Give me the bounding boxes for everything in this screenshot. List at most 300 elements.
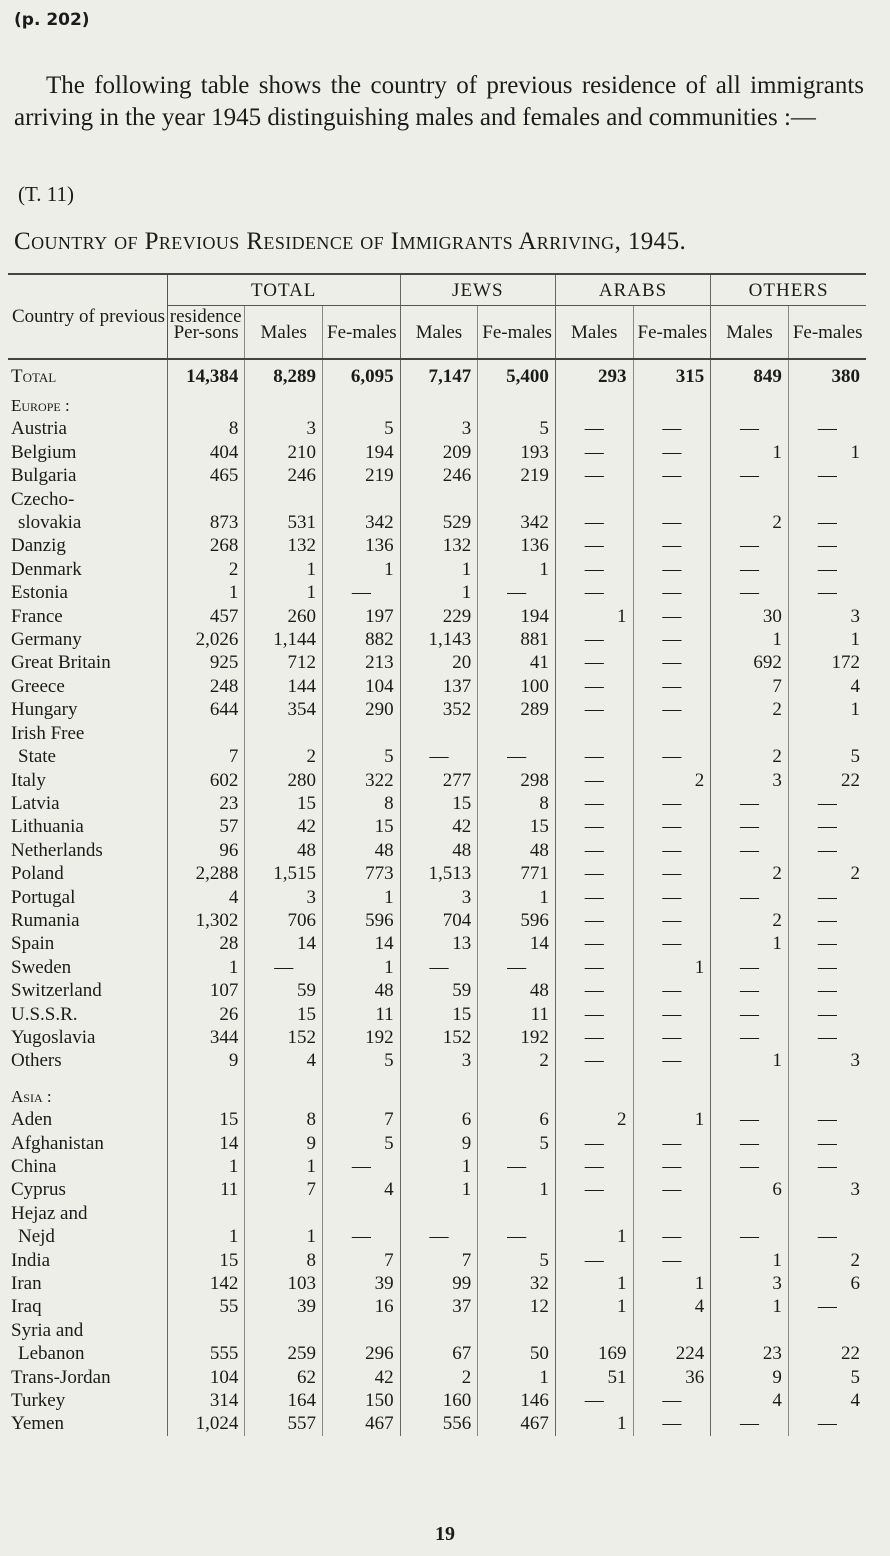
cell: 8 <box>245 1249 323 1272</box>
cell: 557 <box>245 1412 323 1435</box>
cell: 1 <box>167 581 245 604</box>
cell: — <box>478 956 556 979</box>
cell: 5 <box>323 1049 401 1072</box>
empty-cell <box>633 488 711 511</box>
header-group-others: OTHERS <box>711 274 866 306</box>
table-row <box>8 581 866 604</box>
empty-cell <box>555 488 633 511</box>
empty-cell <box>788 1202 866 1225</box>
country-name: Irish Free <box>11 722 85 744</box>
cell: — <box>788 886 866 909</box>
table-row <box>8 1249 866 1272</box>
cell: 596 <box>323 909 401 932</box>
empty-cell <box>478 1202 556 1225</box>
table-row <box>8 932 866 955</box>
country-name: slovakia <box>18 512 82 534</box>
empty-cell <box>245 1319 323 1342</box>
total-row <box>8 359 866 394</box>
empty-cell <box>633 722 711 745</box>
table-row-label-part <box>8 1202 866 1225</box>
country-name: Aden <box>11 1109 53 1131</box>
empty-cell <box>167 1073 245 1085</box>
cell: 5,400 <box>478 359 556 394</box>
cell: — <box>478 581 556 604</box>
country-name: Italy <box>11 769 46 791</box>
cell: 1 <box>167 1225 245 1248</box>
country-name: Denmark <box>11 558 82 580</box>
cell: 771 <box>478 862 556 885</box>
cell: 322 <box>323 769 401 792</box>
country-name: Lebanon <box>18 1343 85 1365</box>
cell: — <box>323 1155 401 1178</box>
cell: 293 <box>555 359 633 394</box>
cell: 1 <box>323 886 401 909</box>
cell: — <box>788 956 866 979</box>
empty-cell <box>555 722 633 745</box>
cell: 531 <box>245 511 323 534</box>
cell: 11 <box>478 1003 556 1026</box>
cell: 602 <box>167 769 245 792</box>
cell: 59 <box>245 979 323 1002</box>
cell: 8 <box>245 1108 323 1131</box>
empty-cell <box>323 1073 401 1085</box>
empty-cell <box>323 394 401 417</box>
cell: 137 <box>400 675 478 698</box>
cell: — <box>788 1295 866 1318</box>
cell: 3 <box>788 605 866 628</box>
cell: 37 <box>400 1295 478 1318</box>
empty-cell <box>167 1085 245 1108</box>
cell: 48 <box>478 839 556 862</box>
cell: — <box>711 1026 789 1049</box>
cell: 22 <box>788 1342 866 1365</box>
cell: — <box>633 1049 711 1072</box>
table-row <box>8 909 866 932</box>
cell: — <box>633 417 711 440</box>
cell: 9 <box>400 1132 478 1155</box>
cell: — <box>245 956 323 979</box>
cell: 55 <box>167 1295 245 1318</box>
cell: 280 <box>245 769 323 792</box>
cell: — <box>711 558 789 581</box>
cell: 296 <box>323 1342 401 1365</box>
cell: 4 <box>788 1389 866 1412</box>
cell: 107 <box>167 979 245 1002</box>
cell: 42 <box>245 815 323 838</box>
cell: 50 <box>478 1342 556 1365</box>
cell: — <box>555 839 633 862</box>
cell: — <box>555 534 633 557</box>
table-row <box>8 464 866 487</box>
cell: 529 <box>400 511 478 534</box>
cell: — <box>555 745 633 768</box>
cell: 849 <box>711 359 789 394</box>
empty-cell <box>400 1202 478 1225</box>
cell: — <box>555 909 633 932</box>
cell: 136 <box>323 534 401 557</box>
country-name: Estonia <box>11 582 68 604</box>
country-name: Yemen <box>11 1413 64 1435</box>
cell: — <box>555 956 633 979</box>
table-row <box>8 605 866 628</box>
table-row <box>8 1366 866 1389</box>
cell: 8 <box>167 417 245 440</box>
table-row <box>8 979 866 1002</box>
empty-cell <box>633 1073 711 1085</box>
cell: 209 <box>400 441 478 464</box>
cell: — <box>633 1412 711 1435</box>
country-name: Iraq <box>11 1296 42 1318</box>
cell: 556 <box>400 1412 478 1435</box>
cell: — <box>555 698 633 721</box>
cell: 15 <box>245 792 323 815</box>
cell: 224 <box>633 1342 711 1365</box>
cell: 48 <box>478 979 556 1002</box>
cell: — <box>633 979 711 1002</box>
country-name: Rumania <box>11 909 80 931</box>
cell: 6 <box>788 1272 866 1295</box>
cell: — <box>633 862 711 885</box>
cell: 467 <box>478 1412 556 1435</box>
country-name: Hejaz and <box>11 1202 88 1224</box>
country-name: Lithuania <box>11 816 84 838</box>
cell: — <box>788 839 866 862</box>
cell: — <box>711 1155 789 1178</box>
cell: 8 <box>478 792 556 815</box>
cell: — <box>555 979 633 1002</box>
subheader-6: Fe-males <box>633 306 711 360</box>
empty-cell <box>711 722 789 745</box>
empty-cell <box>245 1202 323 1225</box>
table-row <box>8 534 866 557</box>
empty-cell <box>245 1073 323 1085</box>
cell: 7 <box>400 1249 478 1272</box>
cell: 213 <box>323 651 401 674</box>
table-row <box>8 886 866 909</box>
subheader-5: Males <box>555 306 633 360</box>
cell: 314 <box>167 1389 245 1412</box>
cell: 4 <box>323 1178 401 1201</box>
country-name: Danzig <box>11 535 66 557</box>
table-row <box>8 628 866 651</box>
cell: — <box>788 932 866 955</box>
cell: 2 <box>167 558 245 581</box>
cell: 277 <box>400 769 478 792</box>
cell: 4 <box>167 886 245 909</box>
empty-cell <box>245 1085 323 1108</box>
cell: — <box>633 628 711 651</box>
cell: 219 <box>323 464 401 487</box>
cell: 5 <box>478 417 556 440</box>
cell: — <box>555 1249 633 1272</box>
cell: 1 <box>711 932 789 955</box>
cell: — <box>788 792 866 815</box>
cell: 48 <box>245 839 323 862</box>
empty-cell <box>788 1319 866 1342</box>
cell: — <box>633 1249 711 1272</box>
cell: 259 <box>245 1342 323 1365</box>
cell: 132 <box>400 534 478 557</box>
cell: 1,143 <box>400 628 478 651</box>
empty-cell <box>478 1085 556 1108</box>
empty-cell <box>633 394 711 417</box>
cell: 3 <box>400 886 478 909</box>
cell: 290 <box>323 698 401 721</box>
table-row-label-part <box>8 1319 866 1342</box>
cell: 5 <box>478 1249 556 1272</box>
country-name: Bulgaria <box>11 465 77 487</box>
empty-cell <box>788 1073 866 1085</box>
cell: — <box>788 979 866 1002</box>
cell: — <box>633 1132 711 1155</box>
cell: 132 <box>245 534 323 557</box>
cell: 42 <box>400 815 478 838</box>
cell: — <box>633 745 711 768</box>
cell: 1,515 <box>245 862 323 885</box>
cell: 1 <box>633 956 711 979</box>
cell: — <box>633 839 711 862</box>
cell: 881 <box>478 628 556 651</box>
cell: 1 <box>478 558 556 581</box>
table-row <box>8 1272 866 1295</box>
cell: 194 <box>323 441 401 464</box>
cell: — <box>788 1412 866 1435</box>
cell: 36 <box>633 1366 711 1389</box>
cell: 7 <box>323 1108 401 1131</box>
empty-cell <box>478 722 556 745</box>
cell: 1 <box>555 1295 633 1318</box>
empty-cell <box>167 394 245 417</box>
table-row <box>8 745 866 768</box>
country-name: Cyprus <box>11 1179 66 1201</box>
cell: — <box>711 839 789 862</box>
cell: — <box>400 956 478 979</box>
cell: 5 <box>478 1132 556 1155</box>
cell: 48 <box>400 839 478 862</box>
cell: — <box>788 1003 866 1026</box>
country-name: Switzerland <box>11 980 102 1002</box>
cell: 169 <box>555 1342 633 1365</box>
country-name: U.S.S.R. <box>11 1003 78 1025</box>
empty-cell <box>711 1202 789 1225</box>
table-body <box>8 359 866 1436</box>
cell: 1 <box>555 1412 633 1435</box>
cell: — <box>555 792 633 815</box>
empty-cell <box>400 1073 478 1085</box>
cell: 193 <box>478 441 556 464</box>
empty-cell <box>555 1073 633 1085</box>
empty-cell <box>633 1319 711 1342</box>
cell: 59 <box>400 979 478 1002</box>
cell: 4 <box>633 1295 711 1318</box>
cell: 197 <box>323 605 401 628</box>
cell: 873 <box>167 511 245 534</box>
cell: 773 <box>323 862 401 885</box>
cell: 194 <box>478 605 556 628</box>
cell: — <box>788 815 866 838</box>
table-header <box>8 274 866 359</box>
cell: — <box>555 675 633 698</box>
cell: 1 <box>245 1225 323 1248</box>
empty-cell <box>323 1085 401 1108</box>
table-row <box>8 417 866 440</box>
cell: — <box>555 886 633 909</box>
cell: — <box>633 909 711 932</box>
cell: 1 <box>167 956 245 979</box>
cell: 8,289 <box>245 359 323 394</box>
cell: 15 <box>400 792 478 815</box>
cell: 219 <box>478 464 556 487</box>
cell: 42 <box>323 1366 401 1389</box>
table-row <box>8 839 866 862</box>
cell: 1 <box>245 558 323 581</box>
cell: 352 <box>400 698 478 721</box>
subheader-0: Per-sons <box>167 306 245 360</box>
empty-cell <box>555 1085 633 1108</box>
country-name: Portugal <box>11 886 76 908</box>
cell: 8 <box>323 792 401 815</box>
table-row <box>8 1049 866 1072</box>
empty-cell <box>167 488 245 511</box>
region-heading-row <box>8 1085 866 1108</box>
cell: 2 <box>478 1049 556 1072</box>
region-heading: Europe : <box>11 396 70 415</box>
table-row <box>8 1155 866 1178</box>
country-name: Poland <box>11 863 64 885</box>
cell: 100 <box>478 675 556 698</box>
country-name: State <box>18 746 56 768</box>
cell: 692 <box>711 651 789 674</box>
cell: 2 <box>555 1108 633 1131</box>
cell: — <box>555 1026 633 1049</box>
cell: 104 <box>323 675 401 698</box>
cell: 1 <box>711 628 789 651</box>
cell: 1 <box>555 1272 633 1295</box>
cell: 1 <box>711 1295 789 1318</box>
cell: — <box>555 581 633 604</box>
cell: — <box>788 1108 866 1131</box>
cell: — <box>711 956 789 979</box>
cell: 7 <box>711 675 789 698</box>
cell: 4 <box>788 675 866 698</box>
empty-cell <box>788 722 866 745</box>
cell: — <box>478 1225 556 1248</box>
cell: 1 <box>711 1249 789 1272</box>
cell: 344 <box>167 1026 245 1049</box>
cell: — <box>633 1389 711 1412</box>
cell: 96 <box>167 839 245 862</box>
empty-cell <box>323 722 401 745</box>
cell: 15 <box>400 1003 478 1026</box>
country-name: Latvia <box>11 792 60 814</box>
cell: 48 <box>323 979 401 1002</box>
cell: — <box>323 1225 401 1248</box>
cell: 1 <box>711 1049 789 1072</box>
cell: 23 <box>167 792 245 815</box>
cell: 380 <box>788 359 866 394</box>
table-row <box>8 511 866 534</box>
cell: 404 <box>167 441 245 464</box>
table-row <box>8 1225 866 1248</box>
cell: — <box>788 534 866 557</box>
country-name: Austria <box>11 418 67 440</box>
cell: 1 <box>711 441 789 464</box>
cell: 1 <box>788 698 866 721</box>
empty-cell <box>555 1202 633 1225</box>
cell: — <box>633 698 711 721</box>
empty-cell <box>711 1319 789 1342</box>
empty-cell <box>167 1319 245 1342</box>
cell: 5 <box>323 745 401 768</box>
country-name: France <box>11 605 63 627</box>
cell: — <box>633 1003 711 1026</box>
cell: — <box>633 534 711 557</box>
cell: 248 <box>167 675 245 698</box>
country-name: Trans-Jordan <box>11 1366 111 1388</box>
cell: — <box>711 792 789 815</box>
cell: 1 <box>478 1178 556 1201</box>
cell: 14 <box>245 932 323 955</box>
table-row <box>8 1132 866 1155</box>
country-name: Belgium <box>11 441 77 463</box>
cell: 51 <box>555 1366 633 1389</box>
cell: 9 <box>245 1132 323 1155</box>
cell: — <box>555 769 633 792</box>
cell: — <box>711 886 789 909</box>
empty-cell <box>323 1319 401 1342</box>
country-name: Great Britain <box>11 652 111 674</box>
cell: — <box>555 862 633 885</box>
table-row-label-part <box>8 722 866 745</box>
country-name: Greece <box>11 675 65 697</box>
subheader-3: Males <box>400 306 478 360</box>
cell: 596 <box>478 909 556 932</box>
cell: — <box>633 1225 711 1248</box>
country-name: Germany <box>11 629 82 651</box>
cell: 1 <box>478 886 556 909</box>
subheader-7: Males <box>711 306 789 360</box>
cell: — <box>788 464 866 487</box>
cell: 467 <box>323 1412 401 1435</box>
cell: 3 <box>711 769 789 792</box>
cell: — <box>788 558 866 581</box>
cell: 5 <box>788 745 866 768</box>
empty-cell <box>167 1202 245 1225</box>
cell: 1,024 <box>167 1412 245 1435</box>
cell: 6 <box>711 1178 789 1201</box>
cell: 15 <box>323 815 401 838</box>
cell: 1 <box>245 581 323 604</box>
cell: 146 <box>478 1389 556 1412</box>
subheader-4: Fe-males <box>478 306 556 360</box>
cell: 289 <box>478 698 556 721</box>
cell: 15 <box>478 815 556 838</box>
cell: — <box>711 417 789 440</box>
cell: — <box>633 558 711 581</box>
empty-cell <box>245 488 323 511</box>
cell: 210 <box>245 441 323 464</box>
cell: 2 <box>245 745 323 768</box>
cell: 1 <box>323 558 401 581</box>
cell: 644 <box>167 698 245 721</box>
cell: — <box>400 1225 478 1248</box>
table-title: Country of Previous Residence of Immigrants Arriving, 1945. <box>14 228 687 255</box>
empty-cell <box>633 1202 711 1225</box>
cell: — <box>555 932 633 955</box>
cell: 11 <box>323 1003 401 1026</box>
cell: 706 <box>245 909 323 932</box>
total-label: Total <box>11 366 57 387</box>
